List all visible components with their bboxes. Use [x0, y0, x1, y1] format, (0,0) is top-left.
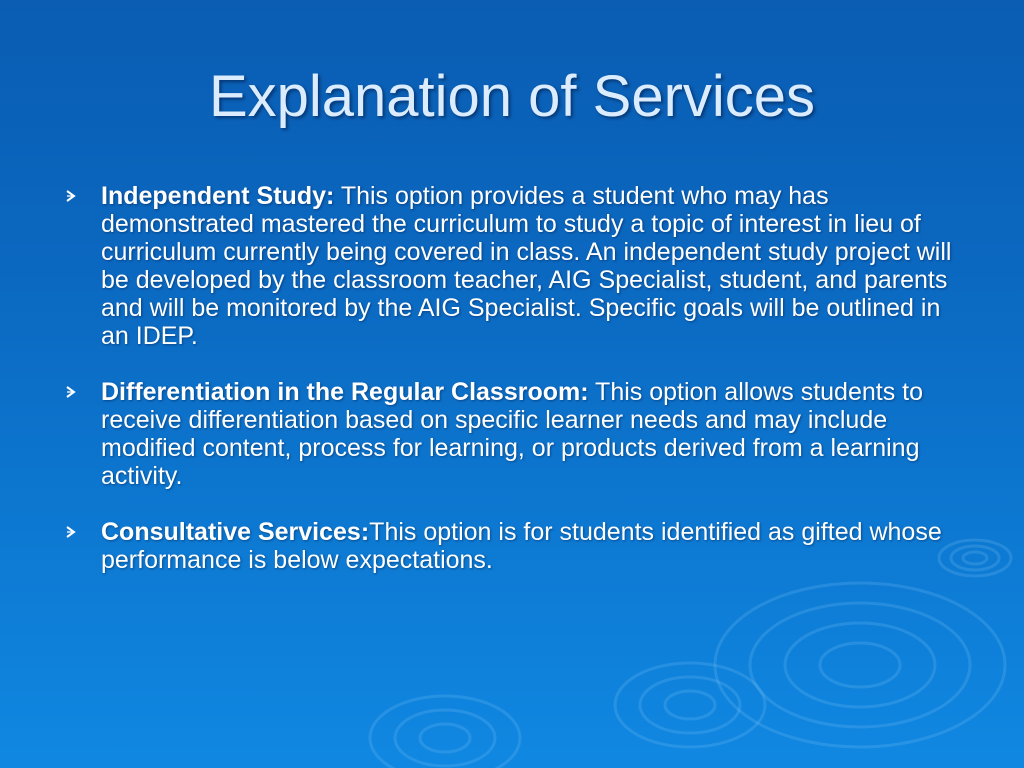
bullet-item-differentiation: [64, 378, 964, 490]
bullet-item-independent-study: [64, 182, 964, 350]
bullet-item-consultative-services: [64, 518, 964, 574]
bullet-text: This option allows students to receive differentiation based on specific learner needs and may include modified content, process for learning, or products derived from a learning activity.: [101, 378, 924, 490]
bullet-term: Independent Study:: [101, 182, 335, 210]
bullet-term: Consultative Services:: [101, 518, 370, 546]
bullet-term: Differentiation in the Regular Classroom:: [101, 378, 589, 406]
arrow-bullet-icon: [64, 385, 78, 399]
bullet-text: This option is for students identified as gifted whose performance is below expectations.: [101, 518, 942, 574]
arrow-bullet-icon: [64, 525, 78, 539]
arrow-bullet-icon: [64, 189, 78, 203]
bullet-list: [64, 182, 964, 574]
bullet-text: This option provides a student who may has demonstrated mastered the curriculum to study a topic of interest in lieu of curriculum currently being covered in class. An independent study project will be developed by the classroom teacher, AIG Specialist, student, and parents and will be monitored by the AIG Specialist. Specific goals will be outlined in an IDEP.: [101, 182, 952, 350]
slide-title: Explanation of Services: [208, 64, 816, 129]
